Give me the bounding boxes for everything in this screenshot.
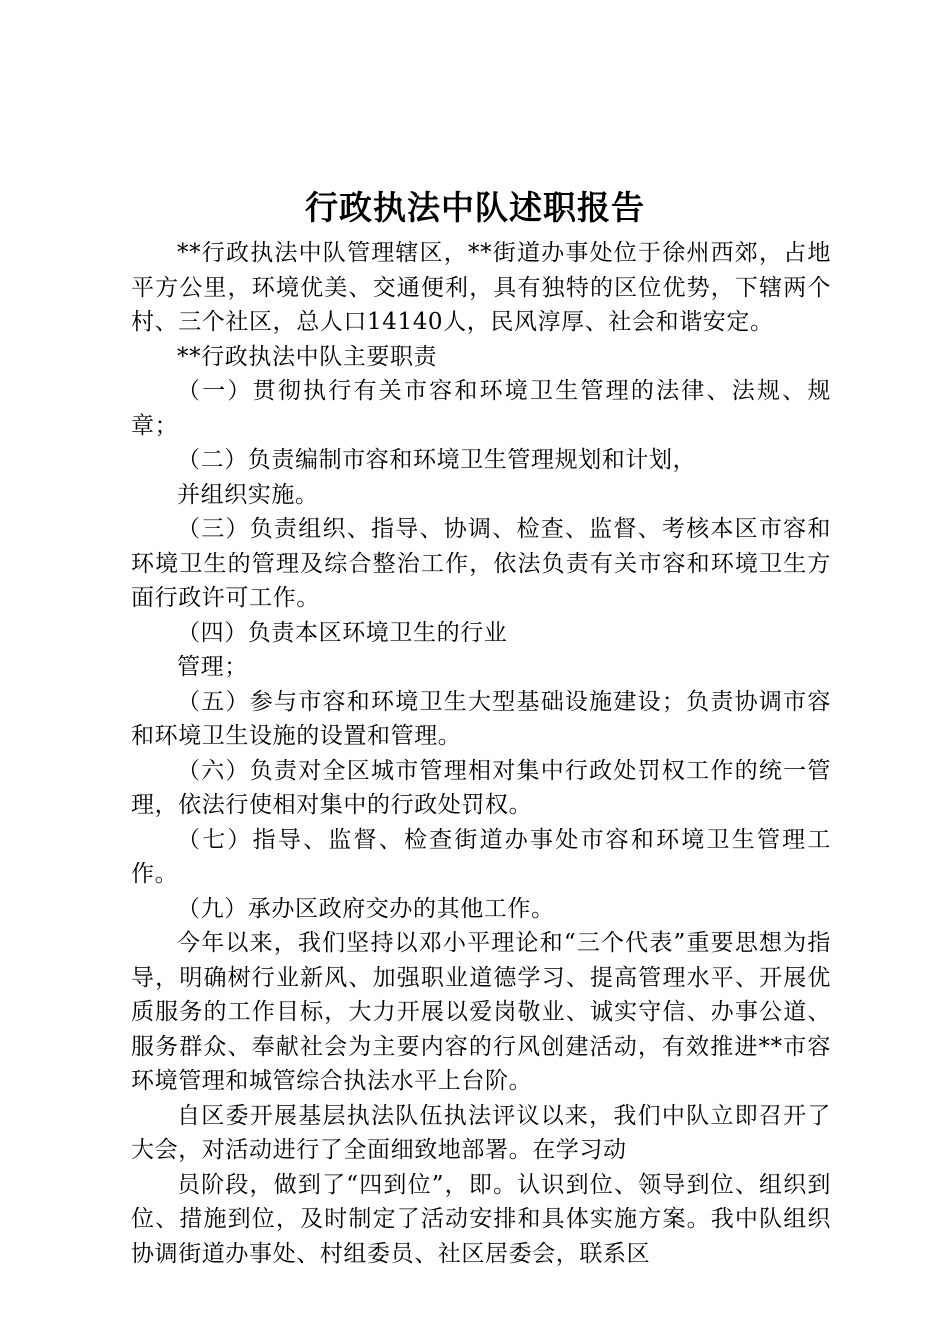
- paragraph-evaluation: 自区委开展基层执法队伍执法评议以来，我们中队立即召开了大会，对活动进行了全面细致地部署。在学习动: [131, 1102, 831, 1163]
- paragraph-duty-2: （二）负责编制市容和环境卫生管理规划和计划，: [177, 447, 697, 473]
- paragraph-jurisdiction: **行政执法中队管理辖区，**街道办事处位于徐州西郊，占地平方公里，环境优美、交通便利，具有独特的区位优势，下辖两个村、三个社区，总人口14140人，民风淳厚、社会和谐安定。: [131, 240, 831, 335]
- paragraph-duty-6: （六）负责对全区城市管理相对集中行政处罚权工作的统一管理，依法行使相对集中的行政处罚权。: [131, 757, 831, 818]
- paragraph-duty-1: （一）贯彻执行有关市容和环境卫生管理的法律、法规、规章；: [131, 378, 831, 439]
- paragraph-mobilization: 员阶段，做到了“四到位”，即。认识到位、领导到位、组织到位、措施到位，及时制定了活动安排和具体实施方案。我中队组织协调街道办事处、村组委员、社区居委会，联系区: [131, 1171, 831, 1267]
- paragraph-duty-3: （三）负责组织、指导、协调、检查、监督、考核本区市容和环境卫生的管理及综合整治工作，依法负责有关市容和环境卫生方面行政许可工作。: [131, 516, 831, 611]
- paragraph-duty-9: （九）承办区政府交办的其他工作。: [177, 895, 555, 922]
- paragraph-duty-4-continued: 管理；: [177, 654, 248, 680]
- document-title: 行政执法中队述职报告: [305, 188, 645, 227]
- paragraph-duty-5: （五）参与市容和环境卫生大型基础设施建设；负责协调市容和环境卫生设施的设置和管理。: [131, 688, 831, 749]
- paragraph-duty-7: （七）指导、监督、检查街道办事处市容和环境卫生管理工作。: [131, 826, 831, 887]
- paragraph-this-year: 今年以来，我们坚持以邓小平理论和“三个代表”重要思想为指导，明确树行业新风、加强职业道德学习、提高管理水平、开展优质服务的工作目标，大力开展以爱岗敬业、诚实守信、办事公道、服务群众、奉献社会为主要内容的行风创建活动，有效推进**市容环境管理和城管综合执法水平上台阶。: [131, 930, 831, 1094]
- paragraph-duties-heading: **行政执法中队主要职责: [177, 343, 438, 370]
- document-body: [131, 236, 831, 1271]
- paragraph-duty-2-continued: 并组织实施。: [177, 481, 319, 508]
- paragraph-duty-4: （四）负责本区环境卫生的行业: [177, 619, 508, 646]
